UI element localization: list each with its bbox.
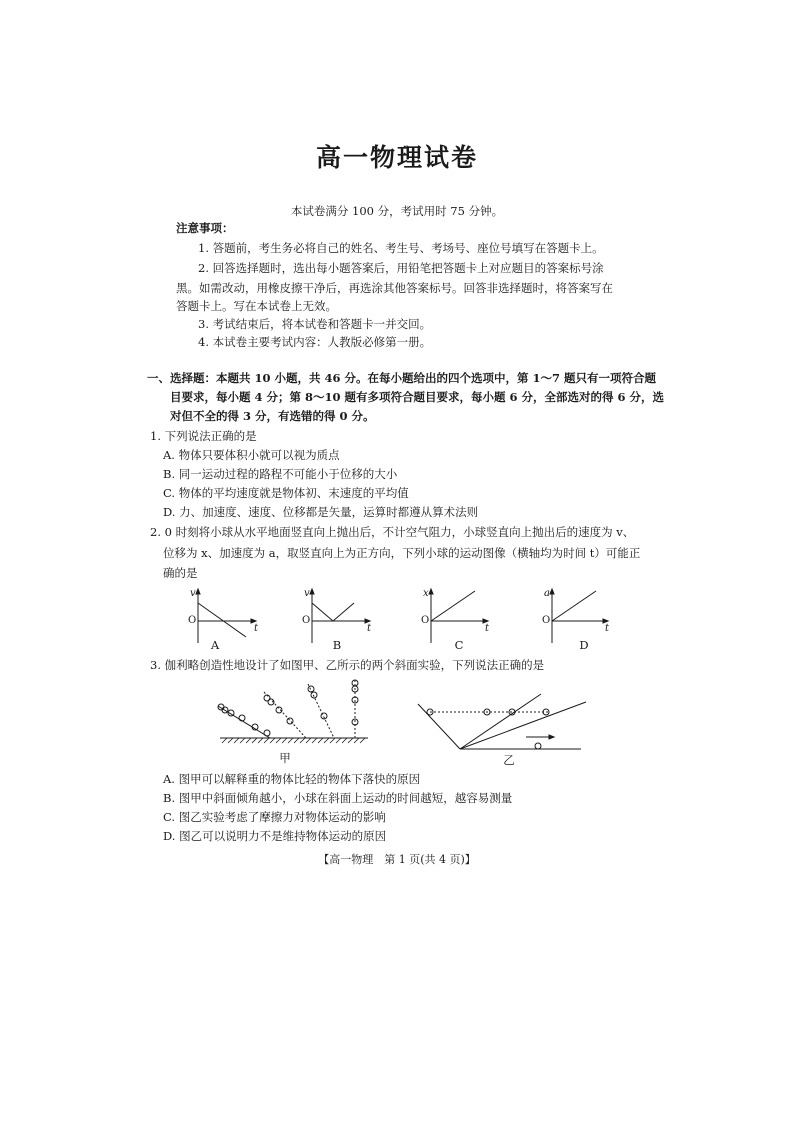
ball — [239, 715, 245, 721]
ball — [535, 743, 541, 749]
graph-d-option-label: D — [579, 638, 589, 652]
q3-option-b: B. 图甲中斜面倾角越小，小球在斜面上运动的时间越短，越容易测量 — [163, 791, 513, 805]
graph-c-y-label: x — [423, 588, 429, 599]
q1-stem: 1. 下列说法正确的是 — [150, 429, 257, 443]
graph-c-origin: O — [421, 615, 430, 626]
q1-option-d: D. 力、加速度、速度、位移都是矢量，运算时都遵从算术法则 — [163, 505, 479, 519]
notice-item-4: 4. 本试卷主要考试内容：人教版必修第一册。 — [198, 335, 432, 349]
ball — [311, 692, 317, 698]
graph-b-line — [312, 603, 354, 621]
ball — [264, 730, 270, 736]
section-1-line-3: 对但不全的得 3 分，有选错的得 0 分。 — [170, 409, 375, 423]
figure-jia-label: 甲 — [279, 751, 291, 765]
graph-d-origin: O — [542, 615, 551, 626]
q1-option-a: A. 物体只要体积小就可以视为质点 — [163, 448, 340, 462]
incline-shallow — [460, 702, 586, 749]
q2-stem-line-1: 2. 0 时刻将小球从水平地面竖直向上抛出后，不计空气阻力，小球竖直向上抛出后的速度为 v、 — [150, 525, 635, 539]
graph-d-y-arrow — [550, 589, 554, 594]
graph-b-option-label: B — [332, 638, 342, 652]
left-incline — [418, 704, 460, 749]
notice-item-2-line-2: 黑。如需改动，用橡皮擦干净后，再选涂其他答案标号。回答非选择题时，将答案写在 — [176, 281, 613, 295]
section-1-line-2: 目要求，每小题 4 分；第 8～10 题有多项符合题目要求，每小题 6 分，全部选对的得 6 分，选 — [170, 390, 665, 404]
figure-yi-label: 乙 — [503, 753, 515, 767]
graph-d-y-label: a — [544, 588, 550, 599]
graph-c-option-label: C — [454, 638, 464, 652]
graph-c-line — [431, 591, 475, 621]
figure-jia — [212, 676, 372, 748]
graph-a-origin: O — [188, 615, 197, 626]
graph-c-t-label: t — [485, 623, 490, 634]
ball — [308, 686, 314, 692]
graph-a-line — [198, 603, 246, 637]
graph-b-t-label: t — [367, 623, 372, 634]
page-footer: 【高一物理 第 1 页(共 4 页)】 — [318, 853, 476, 866]
q2-stem-line-3: 确的是 — [163, 566, 198, 580]
figure-yi — [414, 688, 594, 758]
graph-d-line — [552, 591, 596, 621]
page-title: 高一物理试卷 — [315, 143, 478, 172]
incline-steep — [460, 694, 541, 749]
ball — [287, 718, 293, 724]
q3-option-a: A. 图甲可以解释重的物体比轻的物体下落快的原因 — [163, 772, 421, 786]
q3-option-d: D. 图乙可以说明力不是维持物体运动的原因 — [163, 829, 387, 843]
notice-heading: 注意事项： — [176, 221, 234, 235]
graph-a-t-label: t — [254, 623, 259, 634]
ground-hatching — [222, 738, 365, 743]
graph-b-y-arrow — [310, 589, 314, 594]
graph-a-y-arrow — [196, 589, 200, 594]
q3-option-c: C. 图乙实验考虑了摩擦力对物体运动的影响 — [163, 810, 386, 824]
incline-1 — [218, 706, 270, 738]
section-1-line-1: 一、选择题：本题共 10 小题，共 46 分。在每小题给出的四个选项中，第 1～7 题只有一项符合题 — [147, 371, 657, 385]
notice-item-2-line-3: 答题卡上。写在本试卷上无效。 — [176, 299, 337, 313]
graph-b-y-label: v — [304, 588, 310, 599]
graph-c-y-arrow — [429, 589, 433, 594]
graph-b-origin: O — [302, 615, 311, 626]
q2-stem-line-2: 位移为 x、加速度为 a，取竖直向上为正方向，下列小球的运动图像（横轴均为时间 t）可能正 — [163, 546, 641, 560]
q1-option-c: C. 物体的平均速度就是物体初、末速度的平均值 — [163, 486, 409, 500]
q2-graphs — [180, 585, 620, 645]
motion-arrow-head — [549, 735, 554, 739]
notice-item-3: 3. 考试结束后，将本试卷和答题卡一并交回。 — [198, 317, 432, 331]
q3-stem: 3. 伽利略创造性地设计了如图甲、乙所示的两个斜面实验，下列说法正确的是 — [150, 658, 545, 672]
notice-item-2-line-1: 2. 回答选择题时，选出每小题答案后，用铅笔把答题卡上对应题目的答案标号涂 — [198, 261, 604, 275]
exam-info: 本试卷满分 100 分，考试用时 75 分钟。 — [290, 204, 504, 218]
graph-a-y-label: v — [190, 588, 196, 599]
notice-item-1: 1. 答题前，考生务必将自己的姓名、考生号、考场号、座位号填写在答题卡上。 — [198, 241, 604, 255]
graph-a-option-label: A — [210, 638, 220, 652]
q1-option-b: B. 同一运动过程的路程不可能小于位移的大小 — [163, 467, 398, 481]
graph-d-t-label: t — [605, 623, 610, 634]
